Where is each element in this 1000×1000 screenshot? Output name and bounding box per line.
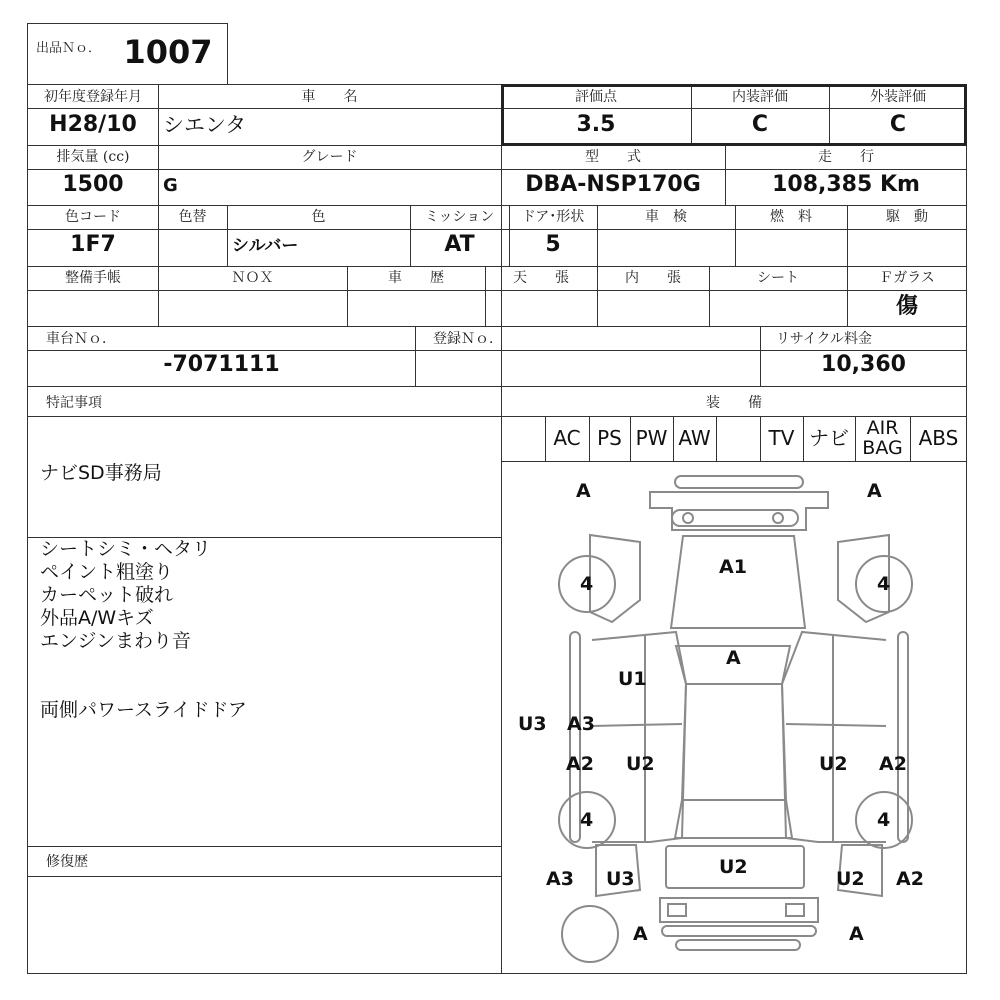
damage-mark: U2 — [626, 753, 655, 775]
damage-mark: A2 — [879, 753, 907, 775]
damage-mark: U2 — [819, 753, 848, 775]
first-registration-label: 初年度登録年月 — [44, 89, 142, 105]
damage-mark: A3 — [546, 868, 574, 890]
service-book-label: 整備手帳 — [65, 270, 121, 286]
damage-mark: A — [726, 647, 741, 669]
damage-mark: A — [867, 480, 882, 502]
equipment-aw: AW — [678, 426, 711, 450]
color-change-label: 色替 — [178, 209, 207, 225]
damage-mark: U2 — [719, 856, 748, 878]
fuel-label: 燃 料 — [770, 209, 812, 225]
car-name-label: 車 名 — [301, 89, 358, 105]
model-type-label: 型 式 — [585, 149, 641, 165]
equipment-airbag: AIR BAG — [862, 417, 903, 459]
interior-rating-label: 内装評価 — [732, 89, 788, 105]
front-glass-label: Ｆガラス — [879, 270, 935, 286]
equipment-pw: PW — [635, 426, 668, 450]
damage-mark: U3 — [518, 713, 547, 735]
color-code-label: 色コード — [65, 209, 121, 225]
note-line: 外品A/Wキズ — [40, 607, 154, 629]
recycle-fee-label: リサイクル料金 — [776, 331, 873, 347]
score-value: 3.5 — [576, 112, 616, 137]
door-shape-value: 5 — [545, 232, 561, 257]
damage-mark: A — [633, 923, 648, 945]
lot-number: 1007 — [123, 33, 213, 71]
damage-mark: A3 — [567, 713, 595, 735]
damage-mark: U2 — [836, 868, 865, 890]
exterior-rating-value: C — [889, 112, 907, 137]
color-label: 色 — [311, 209, 326, 225]
damage-mark: A — [576, 480, 591, 502]
note-line: エンジンまわり音 — [40, 630, 192, 652]
equipment-tv: TV — [768, 426, 795, 450]
damage-mark: 4 — [877, 573, 891, 595]
note-line: カーペット破れ — [40, 584, 174, 606]
mission-label: ミッション — [424, 209, 495, 225]
chassis-number-label: 車台Ｎｏ． — [46, 331, 116, 347]
lot-number-label: 出品Ｎｏ． — [36, 41, 102, 56]
grade-value: G — [163, 175, 178, 196]
exterior-rating-label: 外装評価 — [870, 89, 926, 105]
model-type-value: DBA-NSP170G — [525, 172, 701, 197]
note-line: ペイント粗塗り — [40, 561, 174, 583]
interior-rating-value: C — [751, 112, 769, 137]
door-shape-label: ドア･形状 — [521, 209, 585, 225]
note-line: 両側パワースライドドア — [40, 699, 247, 721]
roof-lining-label: 天 張 — [513, 270, 569, 286]
displacement-value: 1500 — [62, 172, 124, 197]
note-line: ナビSD事務局 — [40, 462, 162, 484]
equipment-navi: ナビ — [809, 426, 849, 450]
note-line: シートシミ・ヘタリ — [40, 538, 212, 560]
color-value: シルバー — [232, 236, 299, 256]
damage-mark: 4 — [877, 809, 891, 831]
equipment-ac: AC — [553, 426, 581, 450]
grade-label: グレード — [301, 149, 358, 165]
damage-mark: 4 — [580, 809, 594, 831]
car-name-value: シエンタ — [163, 113, 247, 137]
mileage-value: 108,385 Km — [772, 172, 920, 197]
damage-mark: A — [849, 923, 864, 945]
mileage-label: 走 行 — [818, 149, 874, 165]
chassis-number-value: -7071111 — [163, 352, 280, 377]
score-label: 評価点 — [575, 89, 617, 105]
seat-label: シート — [757, 270, 799, 286]
equipment-abs: ABS — [918, 426, 959, 450]
recycle-fee-value: 10,360 — [821, 352, 906, 377]
damage-mark: A1 — [719, 556, 747, 578]
mission-value: AT — [444, 232, 475, 257]
color-code-value: 1F7 — [70, 232, 116, 257]
drive-label: 駆 動 — [886, 209, 928, 225]
interior-trim-label: 内 張 — [625, 270, 681, 286]
special-notes-title: 特記事項 — [46, 395, 102, 411]
inspection-label: 車 検 — [645, 209, 687, 225]
first-registration-value: H28/10 — [49, 112, 137, 137]
damage-mark: U3 — [606, 868, 635, 890]
registration-number-label: 登録Ｎｏ． — [433, 331, 503, 347]
car-history-label: 車 歴 — [388, 270, 444, 286]
repair-history-title: 修復歴 — [46, 854, 88, 870]
front-glass-value: 傷 — [895, 293, 918, 319]
damage-mark: U1 — [618, 668, 647, 690]
equipment-ps: PS — [597, 426, 622, 450]
damage-mark: 4 — [580, 573, 594, 595]
damage-mark: A2 — [566, 753, 594, 775]
damage-mark: A2 — [896, 868, 924, 890]
nox-label: ＮＯＸ — [231, 270, 274, 286]
equipment-title: 装 備 — [706, 395, 762, 411]
displacement-label: 排気量 (cc) — [56, 149, 130, 165]
